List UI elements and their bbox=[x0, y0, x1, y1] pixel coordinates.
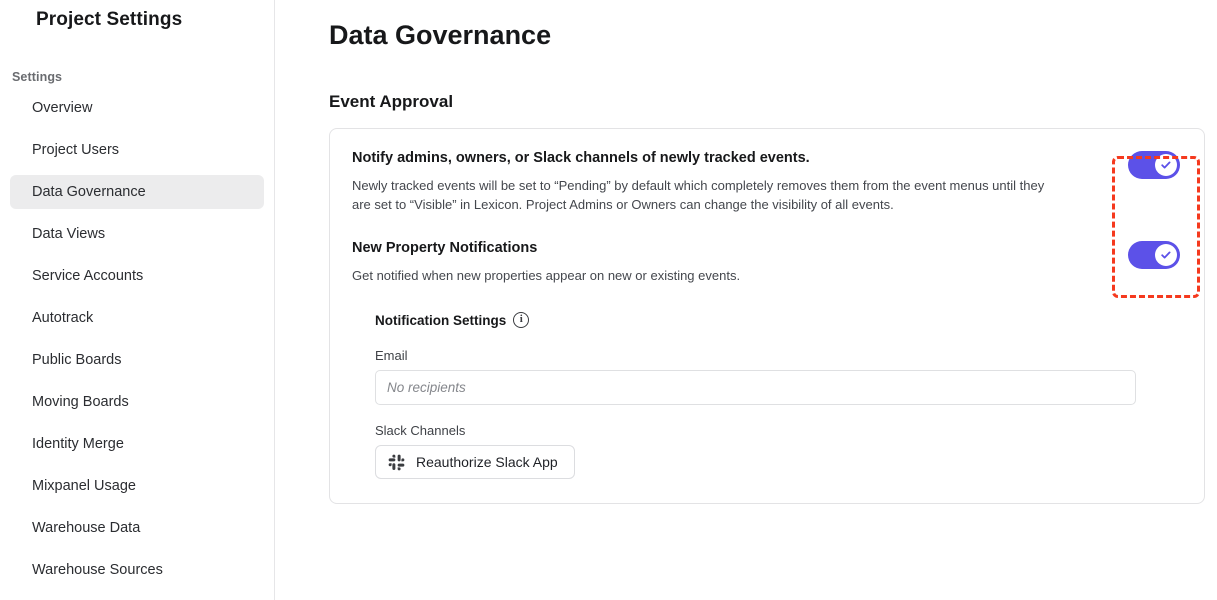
sidebar-item-label: Data Governance bbox=[32, 184, 146, 200]
notify-admins-toggle[interactable] bbox=[1128, 151, 1180, 179]
sidebar-item-label: Mixpanel Usage bbox=[32, 478, 136, 494]
slack-icon bbox=[388, 454, 405, 471]
new-property-notifications-heading: New Property Notifications bbox=[352, 240, 538, 256]
toggle-knob-checked-icon bbox=[1155, 244, 1177, 266]
notification-settings-heading bbox=[375, 312, 1182, 328]
notification-settings-block bbox=[352, 312, 1182, 479]
sidebar-section-label: Settings bbox=[12, 70, 63, 84]
sidebar-item-label: Warehouse Data bbox=[32, 520, 141, 536]
sidebar-item-moving-boards[interactable] bbox=[10, 385, 264, 419]
email-recipients-input[interactable] bbox=[375, 370, 1136, 405]
slack-channels-label: Slack Channels bbox=[375, 423, 466, 438]
reauthorize-slack-app-button[interactable] bbox=[375, 445, 575, 479]
sidebar-item-autotrack[interactable] bbox=[10, 301, 264, 335]
sidebar-item-label: Warehouse Sources bbox=[32, 562, 163, 578]
sidebar-item-data-governance[interactable] bbox=[10, 175, 264, 209]
info-icon[interactable]: i bbox=[513, 312, 529, 328]
section-title-event-approval: Event Approval bbox=[329, 92, 454, 111]
notify-admins-heading: Notify admins, owners, or Slack channels of newly tracked events. bbox=[352, 150, 810, 166]
sidebar-item-label: Autotrack bbox=[32, 310, 94, 326]
sidebar-item-label: Identity Merge bbox=[32, 436, 124, 452]
reauthorize-slack-app-label: Reauthorize Slack App bbox=[416, 454, 558, 470]
notify-admins-description: Newly tracked events will be set to “Pending” by default which completely removes them from the event menus until they are set to “Visible” in Lexicon. Project Admins or Owners can change the visibility of all events. bbox=[352, 178, 1045, 212]
notify-admins-row bbox=[352, 149, 1182, 214]
page-title: Data Governance bbox=[329, 20, 552, 50]
sidebar-item-label: Moving Boards bbox=[32, 394, 129, 410]
sidebar-item-label: Public Boards bbox=[32, 352, 122, 368]
sidebar-item-label: Overview bbox=[32, 100, 93, 116]
event-approval-card bbox=[329, 128, 1205, 504]
sidebar-item-data-views[interactable] bbox=[10, 217, 264, 251]
sidebar-nav bbox=[0, 91, 274, 595]
new-property-notifications-description: Get notified when new properties appear on new or existing events. bbox=[352, 268, 741, 283]
sidebar-item-warehouse-sources[interactable] bbox=[10, 553, 264, 587]
sidebar-item-identity-merge[interactable] bbox=[10, 427, 264, 461]
toggle-knob-checked-icon bbox=[1155, 154, 1177, 176]
sidebar-item-overview[interactable] bbox=[10, 91, 264, 125]
sidebar-item-project-users[interactable] bbox=[10, 133, 264, 167]
sidebar-item-warehouse-data[interactable] bbox=[10, 511, 264, 545]
sidebar-item-mixpanel-usage[interactable] bbox=[10, 469, 264, 503]
new-property-notifications-row bbox=[352, 239, 1182, 285]
sidebar-item-public-boards[interactable] bbox=[10, 343, 264, 377]
sidebar bbox=[0, 0, 275, 600]
new-property-notifications-toggle[interactable] bbox=[1128, 241, 1180, 269]
sidebar-item-label: Project Users bbox=[32, 142, 120, 158]
email-field-label: Email bbox=[375, 348, 408, 363]
sidebar-item-service-accounts[interactable] bbox=[10, 259, 264, 293]
sidebar-item-label: Service Accounts bbox=[32, 268, 144, 284]
notification-settings-label: Notification Settings bbox=[375, 312, 507, 328]
sidebar-title: Project Settings bbox=[36, 9, 183, 30]
main-content bbox=[275, 0, 1217, 600]
sidebar-item-label: Data Views bbox=[32, 226, 106, 242]
